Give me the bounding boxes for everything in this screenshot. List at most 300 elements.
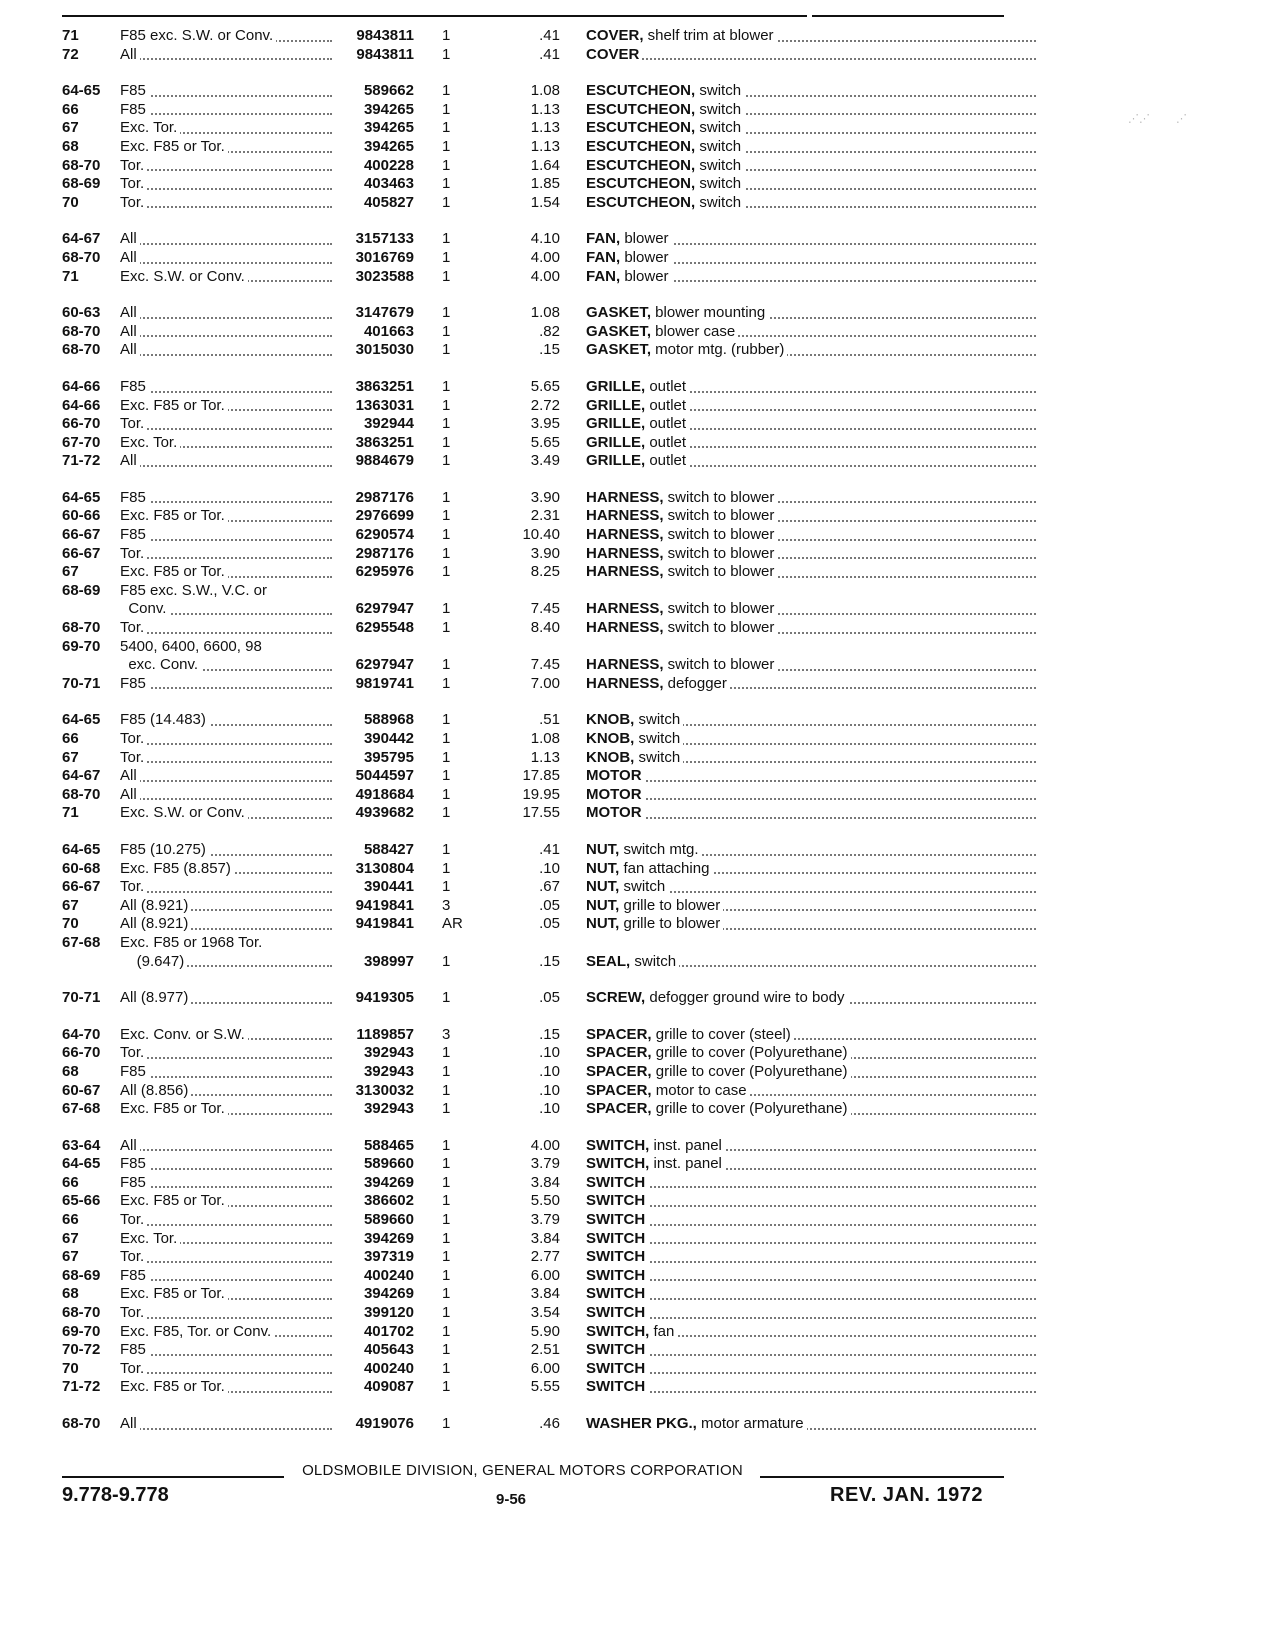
model-applicability <box>120 804 338 823</box>
part-detail: blower case <box>651 322 736 340</box>
table-row <box>62 138 1040 157</box>
part-name: GRILLE, <box>586 415 646 433</box>
revision-date: REV. JAN. 1972 <box>830 1484 984 1506</box>
quantity: AR <box>442 915 463 933</box>
model-applicability <box>120 268 338 287</box>
part-description <box>560 452 1040 471</box>
part-name: MOTOR <box>586 785 642 803</box>
spacer-cell <box>62 823 1040 841</box>
part-name: WASHER PKG., <box>586 1415 697 1432</box>
part-description <box>560 304 1040 323</box>
model-text: Exc. F85 or Tor. <box>120 1100 228 1117</box>
model-applicability <box>120 1378 338 1397</box>
list-price: 3.84 <box>530 1285 560 1303</box>
part-description <box>560 1323 1040 1342</box>
part-detail: blower mounting <box>651 304 766 322</box>
model-applicability <box>120 878 338 897</box>
part-number: 409087 <box>363 1378 414 1396</box>
list-price: 3.90 <box>530 544 560 562</box>
quantity: 1 <box>442 730 451 747</box>
part-number: 394269 <box>363 1285 414 1303</box>
description-text <box>586 378 689 395</box>
table-row <box>62 1267 1040 1286</box>
part-name: SWITCH, <box>586 1155 650 1173</box>
model-applicability <box>120 897 338 916</box>
part-description <box>560 378 1040 397</box>
model-text: 5400, 6400, 6600, 98 <box>120 638 265 655</box>
part-number: 400240 <box>363 1266 414 1284</box>
list-price: 19.95 <box>522 785 560 803</box>
part-number: 9419841 <box>355 915 414 933</box>
model-text: All <box>120 452 140 469</box>
page-number: 9-56 <box>496 1491 527 1508</box>
model-applicability <box>120 452 338 471</box>
table-row <box>62 415 1040 434</box>
part-number: 401702 <box>363 1322 414 1340</box>
model-text: Exc. Tor. <box>120 1230 180 1247</box>
quantity: 1 <box>442 45 451 63</box>
model-year: 68-69 <box>62 1266 101 1284</box>
table-row <box>62 304 1040 323</box>
model-year: 66-67 <box>62 544 101 562</box>
list-price <box>500 638 560 657</box>
model-text: Tor. <box>120 175 147 192</box>
description-text <box>586 304 768 321</box>
quantity: 1 <box>442 1173 451 1191</box>
model-text: Exc. Tor. <box>120 119 180 136</box>
description-text <box>586 841 702 858</box>
part-description <box>560 989 1040 1008</box>
model-applicability <box>120 415 338 434</box>
part-detail: grille to blower <box>619 915 721 933</box>
table-row <box>62 675 1040 694</box>
list-price: 5.65 <box>530 377 560 395</box>
quantity: 1 <box>442 952 451 970</box>
part-description <box>560 101 1040 120</box>
footer-title: OLDSMOBILE DIVISION, GENERAL MOTORS CORPORATION <box>302 1462 743 1479</box>
model-applicability <box>120 1137 338 1156</box>
model-text: F85 <box>120 1155 149 1172</box>
list-price: 4.00 <box>530 248 560 266</box>
part-number: 400228 <box>363 156 414 174</box>
part-description <box>560 804 1040 823</box>
model-text: F85 <box>120 82 149 99</box>
part-description <box>560 82 1040 101</box>
part-name: GASKET, <box>586 322 652 340</box>
table-row <box>62 786 1040 805</box>
quantity: 1 <box>442 377 451 395</box>
description-text <box>586 767 645 784</box>
part-name: SWITCH <box>586 1285 646 1303</box>
model-text: Tor. <box>120 1360 147 1377</box>
part-detail: switch <box>695 119 742 137</box>
list-price: 2.72 <box>530 396 560 414</box>
table-row <box>62 1082 1040 1101</box>
model-applicability <box>120 1192 338 1211</box>
list-price: 1.54 <box>530 193 560 211</box>
part-number: 3015030 <box>355 341 414 359</box>
part-name: GRILLE, <box>586 377 646 395</box>
quantity: 1 <box>442 989 451 1007</box>
model-text: Exc. F85 or Tor. <box>120 563 228 580</box>
description-text <box>586 1211 648 1228</box>
description-text <box>586 397 689 414</box>
model-applicability <box>120 841 338 860</box>
part-description <box>560 1267 1040 1286</box>
part-detail: switch <box>695 82 742 100</box>
dot-leader <box>120 1155 338 1174</box>
part-name: NUT, <box>586 840 620 858</box>
description-text <box>586 46 642 63</box>
table-row <box>62 1211 1040 1230</box>
model-text: All <box>120 786 140 803</box>
description-text <box>586 563 777 580</box>
part-description <box>560 730 1040 749</box>
model-year: 66-70 <box>62 1044 101 1062</box>
quantity <box>418 638 500 657</box>
model-applicability <box>120 563 338 582</box>
list-price: 1.13 <box>530 137 560 155</box>
model-applicability <box>120 1304 338 1323</box>
model-year: 63-64 <box>62 1136 101 1154</box>
table-row <box>62 526 1040 545</box>
model-applicability <box>120 194 338 213</box>
part-description <box>560 953 1040 972</box>
section-number: 9.778-9.778 <box>62 1484 169 1506</box>
part-number: 394265 <box>363 100 414 118</box>
description-text <box>586 1044 851 1061</box>
part-name: SWITCH <box>586 1192 646 1210</box>
spacer-cell <box>62 212 1040 230</box>
model-year: 64-70 <box>62 1025 101 1043</box>
model-text: Tor. <box>120 1044 147 1061</box>
part-number: 398997 <box>363 952 414 970</box>
part-name: SWITCH <box>586 1229 646 1247</box>
table-row <box>62 1341 1040 1360</box>
part-name: MOTOR <box>586 767 642 785</box>
part-name: HARNESS, <box>586 619 664 637</box>
description-text <box>586 101 744 118</box>
model-year: 68-70 <box>62 341 101 359</box>
description-text <box>586 989 848 1006</box>
table-row <box>62 915 1040 934</box>
group-spacer <box>62 823 1040 841</box>
part-number: 394269 <box>363 1229 414 1247</box>
table-row <box>62 397 1040 416</box>
model-text: All (8.921) <box>120 915 191 932</box>
group-spacer <box>62 693 1040 711</box>
table-row <box>62 1304 1040 1323</box>
part-detail: switch mtg. <box>619 840 699 858</box>
dot-leader <box>120 1044 338 1063</box>
description-text <box>586 434 689 451</box>
list-price: 2.31 <box>530 507 560 525</box>
model-text: Tor. <box>120 1211 147 1228</box>
model-applicability <box>120 1248 338 1267</box>
table-row <box>62 323 1040 342</box>
top-rule-right <box>812 15 1004 17</box>
part-name: SCREW, <box>586 989 646 1007</box>
quantity: 1 <box>442 156 451 174</box>
part-number: 3157133 <box>355 230 414 248</box>
model-year: 66 <box>62 1211 79 1229</box>
model-applicability <box>120 638 338 657</box>
part-number <box>338 934 418 953</box>
description-text <box>586 953 679 970</box>
dot-leader <box>586 1174 1040 1193</box>
model-text: Tor. <box>120 878 147 895</box>
part-description <box>560 157 1040 176</box>
quantity: 1 <box>442 1341 451 1359</box>
part-detail: outlet <box>645 415 687 433</box>
part-detail: motor to case <box>651 1081 747 1099</box>
dot-leader <box>120 749 338 768</box>
quantity: 1 <box>442 1062 451 1080</box>
model-applicability <box>120 786 338 805</box>
model-text: Exc. F85, Tor. or Conv. <box>120 1323 274 1340</box>
dot-leader <box>120 526 338 545</box>
list-price: .15 <box>539 1025 560 1043</box>
part-description <box>560 119 1040 138</box>
model-year: 69-70 <box>62 637 101 655</box>
description-text <box>586 1360 648 1377</box>
model-year: 68-70 <box>62 785 101 803</box>
model-year: 71 <box>62 27 79 44</box>
description-text <box>586 323 738 340</box>
part-detail: switch <box>695 137 742 155</box>
quantity: 1 <box>442 656 451 674</box>
model-text: All (8.921) <box>120 897 191 914</box>
model-year: 66 <box>62 730 79 747</box>
table-row <box>62 582 1040 601</box>
part-detail: switch <box>695 100 742 118</box>
part-number: 6290574 <box>355 526 414 544</box>
part-description <box>560 934 1040 953</box>
model-applicability <box>120 341 338 360</box>
table-row <box>62 507 1040 526</box>
model-year: 67 <box>62 748 79 766</box>
dot-leader <box>120 1248 338 1267</box>
description-text <box>586 730 683 747</box>
quantity <box>418 582 500 601</box>
list-price: 3.90 <box>530 488 560 506</box>
model-year: 70 <box>62 915 79 933</box>
part-description <box>560 1137 1040 1156</box>
description-text <box>586 1304 648 1321</box>
dot-leader <box>586 1192 1040 1211</box>
part-name: GASKET, <box>586 304 652 322</box>
quantity: 1 <box>442 600 451 618</box>
quantity: 1 <box>442 767 451 785</box>
table-row <box>62 194 1040 213</box>
model-year: 66-67 <box>62 878 101 896</box>
part-detail: switch <box>634 748 681 766</box>
list-price: .15 <box>539 952 560 970</box>
model-text: All <box>120 323 140 340</box>
description-text <box>586 507 777 524</box>
list-price: 3.79 <box>530 1155 560 1173</box>
table-row <box>62 249 1040 268</box>
part-detail: switch to blower <box>663 507 775 525</box>
quantity: 1 <box>442 1285 451 1303</box>
model-year: 60-63 <box>62 304 101 322</box>
part-description <box>560 656 1040 675</box>
quantity: 1 <box>442 137 451 155</box>
part-detail: shelf trim at blower <box>643 27 774 44</box>
part-number: 589662 <box>363 82 414 100</box>
part-name: ESCUTCHEON, <box>586 156 696 174</box>
dot-leader <box>120 1341 338 1360</box>
list-price: 1.08 <box>530 82 560 100</box>
part-name: NUT, <box>586 878 620 896</box>
dot-leader <box>586 46 1040 65</box>
part-detail: switch <box>634 730 681 747</box>
part-description <box>560 138 1040 157</box>
part-number: 9843811 <box>356 27 414 44</box>
part-detail: outlet <box>645 433 687 451</box>
table-row <box>62 378 1040 397</box>
spacer-cell <box>62 286 1040 304</box>
model-text: Exc. F85 or Tor. <box>120 138 228 155</box>
part-name: ESCUTCHEON, <box>586 82 696 100</box>
table-row <box>62 268 1040 287</box>
dot-leader <box>120 157 338 176</box>
list-price: 1.08 <box>530 304 560 322</box>
quantity: 1 <box>442 433 451 451</box>
dot-leader <box>120 1415 338 1434</box>
part-name: NUT, <box>586 896 620 914</box>
description-text <box>586 82 744 99</box>
dot-leader <box>120 675 338 694</box>
list-price: .41 <box>539 840 560 858</box>
list-price: .05 <box>539 915 560 933</box>
table-row <box>62 175 1040 194</box>
quantity: 1 <box>442 415 451 433</box>
quantity: 1 <box>442 619 451 637</box>
list-price: 7.45 <box>530 600 560 618</box>
model-text: All <box>120 304 140 321</box>
model-text: Exc. F85 or Tor. <box>120 507 228 524</box>
part-name: SWITCH <box>586 1248 646 1266</box>
part-name: ESCUTCHEON, <box>586 100 696 118</box>
dot-leader <box>120 489 338 508</box>
model-text: All <box>120 1415 140 1432</box>
spacer-cell <box>62 64 1040 82</box>
model-text: Exc. F85 or Tor. <box>120 1285 228 1302</box>
part-number: 5044597 <box>355 767 414 785</box>
model-applicability <box>120 749 338 768</box>
part-number: 394265 <box>363 137 414 155</box>
model-year: 67-68 <box>62 933 101 951</box>
dot-leader <box>586 1341 1040 1360</box>
description-text <box>586 1415 807 1432</box>
part-number: 403463 <box>363 175 414 193</box>
part-description <box>560 897 1040 916</box>
part-description <box>560 1248 1040 1267</box>
dot-leader <box>586 1248 1040 1267</box>
part-name: SPACER, <box>586 1025 652 1043</box>
model-text: exc. Conv. <box>120 656 201 673</box>
list-price: 3.49 <box>530 452 560 470</box>
model-applicability <box>120 434 338 453</box>
part-number: 4918684 <box>355 785 414 803</box>
table-row <box>62 934 1040 953</box>
part-detail: switch to blower <box>663 656 775 674</box>
table-row <box>62 619 1040 638</box>
group-spacer <box>62 971 1040 989</box>
group-spacer <box>62 471 1040 489</box>
model-year: 60-68 <box>62 859 101 877</box>
quantity: 1 <box>442 322 451 340</box>
list-price: 1.85 <box>530 175 560 193</box>
part-description <box>560 194 1040 213</box>
part-description <box>560 1415 1040 1434</box>
part-detail: fan <box>649 1322 675 1340</box>
table-row <box>62 1063 1040 1082</box>
dot-leader <box>120 323 338 342</box>
model-year: 71 <box>62 804 79 822</box>
quantity: 1 <box>442 1378 451 1396</box>
part-number: 392943 <box>363 1044 414 1062</box>
list-price: 3.84 <box>530 1173 560 1191</box>
quantity: 1 <box>442 878 451 896</box>
part-number: 588465 <box>363 1136 414 1154</box>
dot-leader <box>120 619 338 638</box>
table-row <box>62 841 1040 860</box>
list-price: .10 <box>539 1100 560 1118</box>
quantity: 1 <box>442 748 451 766</box>
model-year: 66-67 <box>62 526 101 544</box>
description-text <box>586 489 777 506</box>
dot-leader <box>120 230 338 249</box>
model-year: 68-70 <box>62 619 101 637</box>
part-number: 6297947 <box>355 600 414 618</box>
part-description <box>560 1174 1040 1193</box>
table-row <box>62 434 1040 453</box>
list-price: 1.13 <box>530 100 560 118</box>
table-row <box>62 711 1040 730</box>
description-text <box>586 1082 750 1099</box>
dot-leader <box>120 194 338 213</box>
spacer-cell <box>62 1397 1040 1415</box>
model-applicability <box>120 989 338 1008</box>
model-applicability <box>120 1082 338 1101</box>
part-number: 2987176 <box>355 544 414 562</box>
list-price: 5.90 <box>530 1322 560 1340</box>
part-name: HARNESS, <box>586 656 664 674</box>
footer-rule-right <box>760 1476 1004 1478</box>
list-price: 2.51 <box>530 1341 560 1359</box>
part-description <box>560 1192 1040 1211</box>
model-year: 64-66 <box>62 377 101 395</box>
part-name: GRILLE, <box>586 452 646 470</box>
list-price: 6.00 <box>530 1359 560 1377</box>
table-row <box>62 749 1040 768</box>
dot-leader <box>120 1304 338 1323</box>
table-row <box>62 897 1040 916</box>
dot-leader <box>120 452 338 471</box>
group-spacer <box>62 1397 1040 1415</box>
table-row <box>62 1174 1040 1193</box>
part-number: 405643 <box>363 1341 414 1359</box>
description-text <box>586 915 723 932</box>
part-detail: grille to blower <box>619 896 721 914</box>
quantity: 1 <box>442 1211 451 1229</box>
model-text: F85 <box>120 1174 149 1191</box>
table-row <box>62 1360 1040 1379</box>
part-number: 3130032 <box>355 1081 414 1099</box>
part-description <box>560 1341 1040 1360</box>
